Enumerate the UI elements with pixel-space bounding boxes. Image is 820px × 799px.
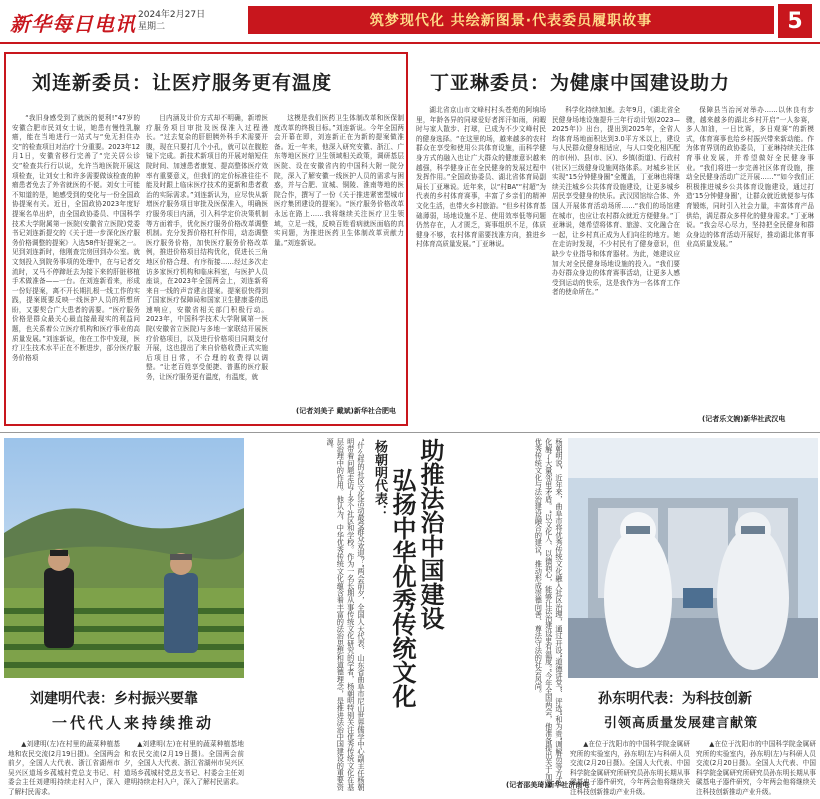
caption-text: ▲在位于沈阳市的中国科学院金属研究所的实验室内，孙东明(左)与科研人员交流(2月20日摄)。全国人大代表、中国科学院金属研究所研究员孙东明长期从事碳基电子器件研究，今年两会他将继续关注科技创新推动产业升级。: [696, 740, 816, 796]
article-signature: (记者刘美子 戴斌)新华社合肥电: [296, 407, 396, 415]
photo-caption-body-cont: [696, 740, 816, 796]
photo-caption-body: [8, 740, 120, 796]
vertical-text: 杨朝明说，近年来，曲阜市将优秀传统文化融入社区治理，通过开设“道德讲堂”、评选“和为贵”调解员等方式，化解了大量邻里矛盾。“以文化人、以德润心，能够让法治建设更有温度。”今年全国两会，他准备提出关于加强优秀传统文化与法治建设融合的建议，推动形成崇德向善、尊法守法的社会风尚。: [534, 438, 564, 792]
vertical-author-label: 杨朝明代表：: [372, 440, 387, 518]
photo-caption-subtitle: 引领高质量发展建言献策: [604, 716, 759, 731]
article-column-2: [146, 114, 268, 422]
vertical-column-1: [246, 438, 366, 794]
article-text: “我旧身感受到了就医的便利!”47岁的安徽合肥市民刘女士说，她患有慢性乳腺癌，能在当地进行一站式与“免无担住办交”的检查项目对治疗十分重要。2023年12月1日，安徽省移行完善了“完关居公诊交”检查共行行以说，允许当地医院开展这项检查，让刘女士和许多需要做该检查的肿瘤患者免去了外省就医的不便。刘女士可能不知道的是，她感受到的变化与一份全国政协提案有关。近日，全国政协2023年度好提案名单出炉，由全国政协委员、中国科学技术大学附属第一医院(安徽省立医院)党委书记刘连新提交的《关于进一步深化医疗服务价格调整的提案》入选58件好提案之一。见到刘连新时，他刚查完房回到办公室。就文刻投入到院务事项的处理中，在与记者交流时，又马不停蹄赶去为接下来的肝脏移植手术做准备——一台。在刘连新看来，形成一份好提案，离不开长期扎根一线工作的实践，提案既要反映一线医护人员的所想所盼，又要契合广大患者的需要。“医疗服务价格是群众最关心最直接最现实的利益问题，也关系着公立医疗机构和医疗事业的高质量发展。”刘连新说，他在工作中发现，医疗卫生技术水平正在不断进步，部分医疗服务价格项: [12, 114, 140, 362]
vertical-column-2: [452, 438, 564, 794]
lab-photo: [568, 438, 818, 678]
issue-weekday: 星期二: [138, 22, 166, 32]
farm-photo-image: [4, 438, 244, 678]
masthead-logo: 新华每日电讯: [10, 12, 136, 36]
farm-photo: [4, 438, 244, 678]
caption-text: ▲刘建明(左)在村里的蔬菜种植基地和农民交流(2月19日摄)。全国两会前夕，全国人大代表、浙江省湖州市吴兴区道场乡菰城村党总支书记、村委会主任刘建明持续走村入户，深入了解村民需求。: [8, 740, 120, 796]
caption-text: ▲刘建明(左)在村里的蔬菜种植基地和农民交流(2月19日摄)。全国两会前夕，全国人大代表、浙江省湖州市吴兴区道场乡菰城村党总支书记、村委会主任刘建明持续走村入户，深入了解村民需求。: [124, 740, 244, 787]
article-liu-lianxin: [4, 52, 408, 426]
lab-photo-image: [568, 438, 818, 678]
article-text: 科学化持续加速。去年9月，《湖北省全民健身场地设施提升三年行动计划(2023—2025年)》出台，提出到2025年，全省人均体育场地面积达到3.0平方米以上，建设与人民群众健身相适应，与人口变化相匹配的市(州)、县(市、区)、乡镇(街道)、行政村(社区)三级健身设施网络体系。对城乡社区实现“15分钟健身圈”全覆盖，丁亚琳也将继续关注城乡公共体育设施建设，让更多城乡居民享受健身的快乐。武汉园馆综合体、外国人开展体育活动场所……“我们的场馆建在城市，也应让农村群众就近方便健身。”丁亚琳说，她希望将体育、旅游、文化融合在一起，让乡村真正成为人们向往的地方。她在走访时发现，不少村民有了健身意识，但缺少专业指导和体育器材。为此，她建议应加大对全民健身场地设施的投入。“我们要办好群众身边的体育赛事活动，让更多人感受到运动的快乐，这是我作为一名体育工作者的使命所在。”: [552, 106, 680, 297]
vertical-headline-1: 弘扬中华优秀传统文化: [388, 468, 416, 708]
vertical-headline-2: 助推法治中国建设: [416, 438, 444, 630]
article-column-1: [416, 106, 546, 428]
photo-caption-title: 孙东明代表：为科技创新: [598, 691, 752, 707]
photo-caption-subtitle: 一代代人来持续推动: [52, 714, 215, 732]
section-divider: [0, 432, 820, 433]
article-text: 目内涵及计价方式却不明确，新增医疗服务项目审批及医保准入过程漫长。“过去复杂的肝胆胰外科手术需要开腹，现在只要打几个小孔，就可以在腹腔镜下完成。新技术新项目的开展对缩短住院时间、加速患者康复、提高整体医疗效率有重要意义，但我们的定价标准往往不能及时跟上临床医疗技术的更新和患者救治的实际需求。”刘连新认为，应尽快从新增医疗服务项目审批及医保准入，明确医疗服务项目内涵，引入科学定价决策机制等方面着手，优化医疗服务价格改革调整机制。充分发挥价格杠杆作用，动态调整医疗服务价格，加快医疗服务价格改革例，推进价格项目结构优化，促进长三角地区价格合理、有序衔接……经过多次走访多家医疗机构和临床科室，与医护人员座谈，在2023年全国两会上，刘连新将来自一线的声音建言提案。提案很快得到了国家医疗保障局和国家卫生健康委的迅速响应，安徽省相关部门积极行动。2023年，中国科学技术大学附属第一医院(安徽省立医院)与多地一家联结开展医疗价格项目，以及进行价格项目同期支付开展，这也提出了来自价格收费正式实施后项目日常，不合理的收费得以调整。“让老百姓享受便捷、普惠的医疗服务，让医疗服务更有温度，有温度，就: [146, 114, 268, 382]
caption-text: ▲在位于沈阳市的中国科学院金属研究所的实验室内，孙东明(左)与科研人员交流(2月20日摄)。全国人大代表、中国科学院金属研究所研究员孙东明长期从事碳基电子器件研究，今年两会他将继续关注科技创新推动产业升级。: [570, 740, 690, 796]
article-text: 这模是我们医药卫生体制改革和医保制度改革的终极目标。”刘连新说。今年全国两会开幕在即，刘连新正在为新的提案做准备。近一年来，他深入研究安徽、浙江、广东等地区医疗卫生领域相关政策，调研基层医院、设在安徽省内的中国科大附一院分院，深入了解安徽一线医护人员的需求与困惑，并与合肥、宣城、铜陵、淮南等地的医院合作，撰写了一份《关于推进紧密型城市医疗集团建设的提案》。“医疗服务价格改革永远在路上……我将继续关注医疗卫生领域，立足一线，反映百姓看病就医面临的真实问题，为推进医药卫生体制改革贡献力量。”刘连新说。: [274, 114, 404, 247]
photo-caption-body-cont: [124, 740, 244, 796]
issue-date-block: [138, 9, 205, 33]
photo-caption-title: 刘建明代表：乡村振兴要靠: [30, 691, 198, 707]
photo-caption-body: [570, 740, 690, 796]
article-signature: (记者乐文婉)新华社武汉电: [702, 415, 786, 423]
vertical-text: “什么样的社区文化活动最受群众欢迎？”两会前夕，全国人大代表、山东省曲阜市尼山世界儒学中心副主任杨朝明带着问题走访了多个社区和学校。作为一名长期从事传统文化研究的学者，杨朝明特别关注优秀传统文化在基层治理中的作用。他认为，中华优秀传统文化蕴含着丰富的法治思想和道德理念，是推进法治中国建设的重要资源。: [326, 438, 366, 792]
section-banner: 筑梦现代化 共绘新图景·代表委员履职故事: [248, 6, 774, 34]
article-title: 丁亚琳委员：为健康中国建设助力: [430, 72, 731, 94]
article-text: 湖北省京山市文峰村村头苍苑的阿垧场里，年龄各异的同球爱好者挥汗如雨，闲暇时与家人散步、打球，已成为不少文峰村民的健身选择。“在这里的场，越来越多的农村群众在享受和使用公共体育设施，而科学健身方式的融入也让广大群众的健康意识越来越强，科学健身正在全民健身的发展过程中发挥作用。”全国政协委员、湖北省体育局副局长丁亚琳说。近年来，以“村BA”“村超”为代表的乡村体育赛事，丰富了乡亲们的精神文化生活，也带火乡村旅游。“但乡村体育基础薄弱，场地设施不足、使用效率低等问题仍然存在，人才匮乏，赛事组织不足，体质健身不够，农村体育需要找准方向，推进乡村体育高质量发展。”丁亚琳说。: [416, 106, 546, 249]
article-column-3: [274, 114, 404, 384]
page-number: 5: [778, 4, 812, 38]
article-column-3: [686, 106, 814, 406]
article-title: 刘连新委员：让医疗服务更有温度: [32, 72, 333, 94]
article-column-1: [12, 114, 140, 422]
page-header: [0, 0, 820, 44]
vertical-signature: (记者邵美琦)新华社济南电: [506, 781, 590, 789]
article-column-2: [552, 106, 680, 428]
issue-date: 2024年2月27日: [138, 10, 206, 20]
article-text: 保障县当治河对举办……以休良有步骤，越来越多的湖北乡村开启“一人参赛，多人加油，一日比赛，多日观赛”的新模式，体育赛事也给乡村振兴带来新动能。作为体育界别的政协委员，丁亚琳持续关注体育事业发展，并希望做好全民健身事业。“我们将进一步完善社区体育设施，推动全民健身活动广泛开展……”“如今我们正积极推进城乡公共体育设施建设，通过打造‘15分钟健身圈’，让群众就近就便参与体育锻炼，同时引入社会力量，丰富体育产品供给，满足群众多样化的健身需求。”丁亚琳说。“我会尽心尽力，坚持把全民健身和群众身边的体育活动开展好，推动湖北体育事业高质量发展。”: [686, 106, 814, 249]
